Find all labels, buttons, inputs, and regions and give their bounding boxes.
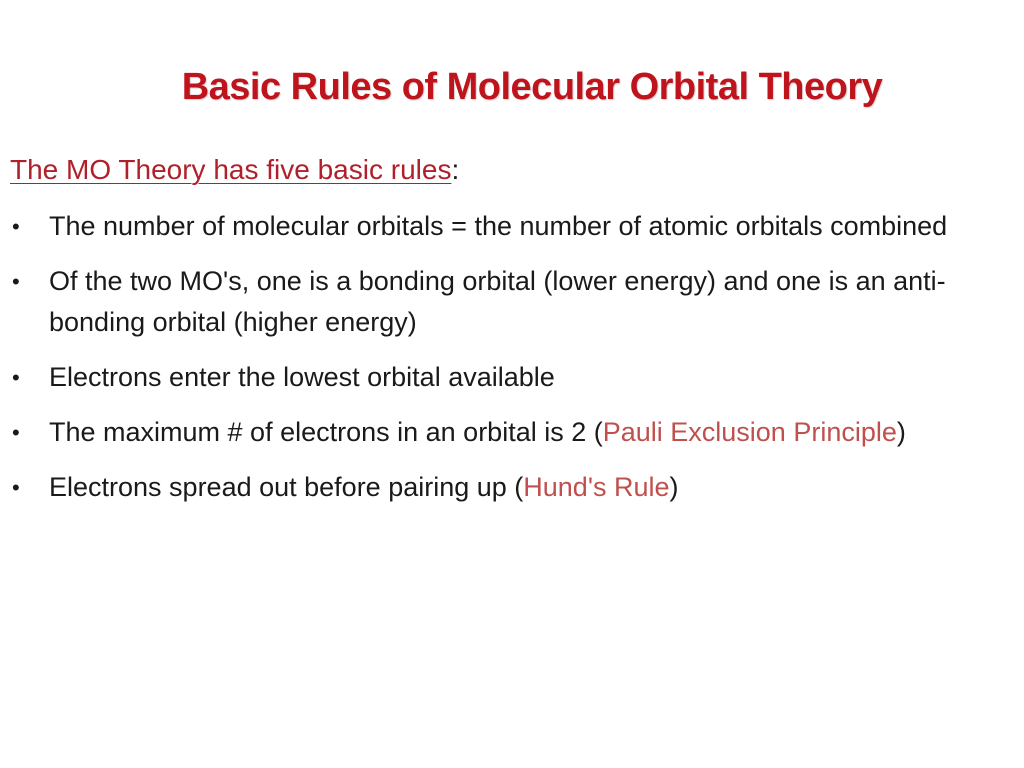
bullet-icon: • (12, 420, 20, 445)
rule-text-after: ) (669, 472, 679, 502)
rule-item (10, 206, 1000, 247)
bullet-icon: • (12, 269, 20, 294)
rule-text-after: ) (896, 417, 906, 447)
bullet-icon: • (12, 365, 20, 390)
intro-line (10, 154, 459, 186)
rule-item (10, 261, 1000, 343)
intro-colon: : (451, 154, 460, 185)
slide-title: Basic Rules of Molecular Orbital Theory (181, 66, 883, 108)
bullet-icon: • (12, 475, 20, 500)
rule-text: Of the two MO's, one is a bonding orbital (lower energy) and one is an anti-bonding orbital (higher energy) (49, 266, 946, 337)
hunds-rule-term: Hund's Rule (523, 472, 670, 502)
rule-item (10, 467, 1000, 508)
rule-text: The number of molecular orbitals = the number of atomic orbitals combined (49, 211, 948, 241)
rules-list (10, 206, 1000, 522)
rule-item (10, 357, 1000, 398)
pauli-exclusion-principle-term: Pauli Exclusion Principle (602, 417, 897, 447)
rule-text: Electrons enter the lowest orbital available (49, 362, 555, 392)
rule-text (49, 417, 906, 447)
intro-text: The MO Theory has five basic rules (10, 154, 452, 185)
rule-text (49, 472, 679, 502)
rule-text-before: Electrons spread out before pairing up ( (49, 472, 524, 502)
rule-item (10, 412, 1000, 453)
bullet-icon: • (12, 214, 20, 239)
rule-text-before: The maximum # of electrons in an orbital is 2 ( (49, 417, 603, 447)
